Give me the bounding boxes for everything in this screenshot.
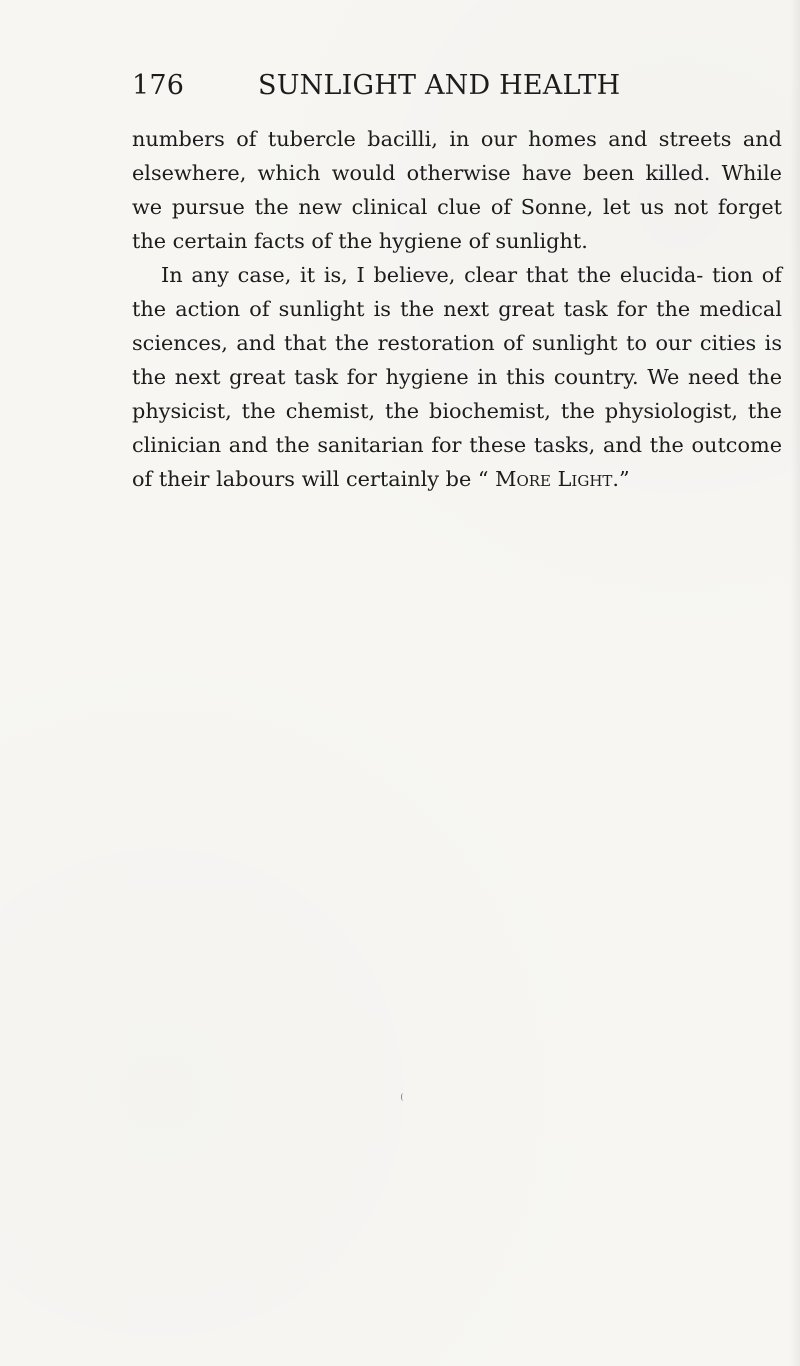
print-speck [401,1093,405,1101]
paragraph-two-text: In any case, it is, I believe, clear that the elucida- tion of the action of sunlight is the next great task for the medical sciences, and that the restoration of sunlight to our cities is the next great task for hygiene in this country. We need the physicist, the chemist, the biochemist, the physiologist, the clinician and the sanitarian for these tasks, and the outcome of their labours will certainly be [132,263,782,491]
more-light-phrase: More Light [488,467,613,491]
running-title: SUNLIGHT AND HEALTH [258,70,621,101]
running-head [132,66,782,106]
paragraph-one: numbers of tubercle bacilli, in our homes and streets and elsewhere, which would otherwise have been killed. While we pursue the new clinical clue of Sonne, let us not forget the certain facts of the hygiene of sunlight. [132,127,782,253]
page-number: 176 [132,70,185,101]
paragraph-two [132,258,782,496]
closing-quote: .” [612,467,630,491]
opening-quote: “ [477,467,489,491]
body-text [132,122,782,496]
page-edge-shadow [790,0,800,1366]
